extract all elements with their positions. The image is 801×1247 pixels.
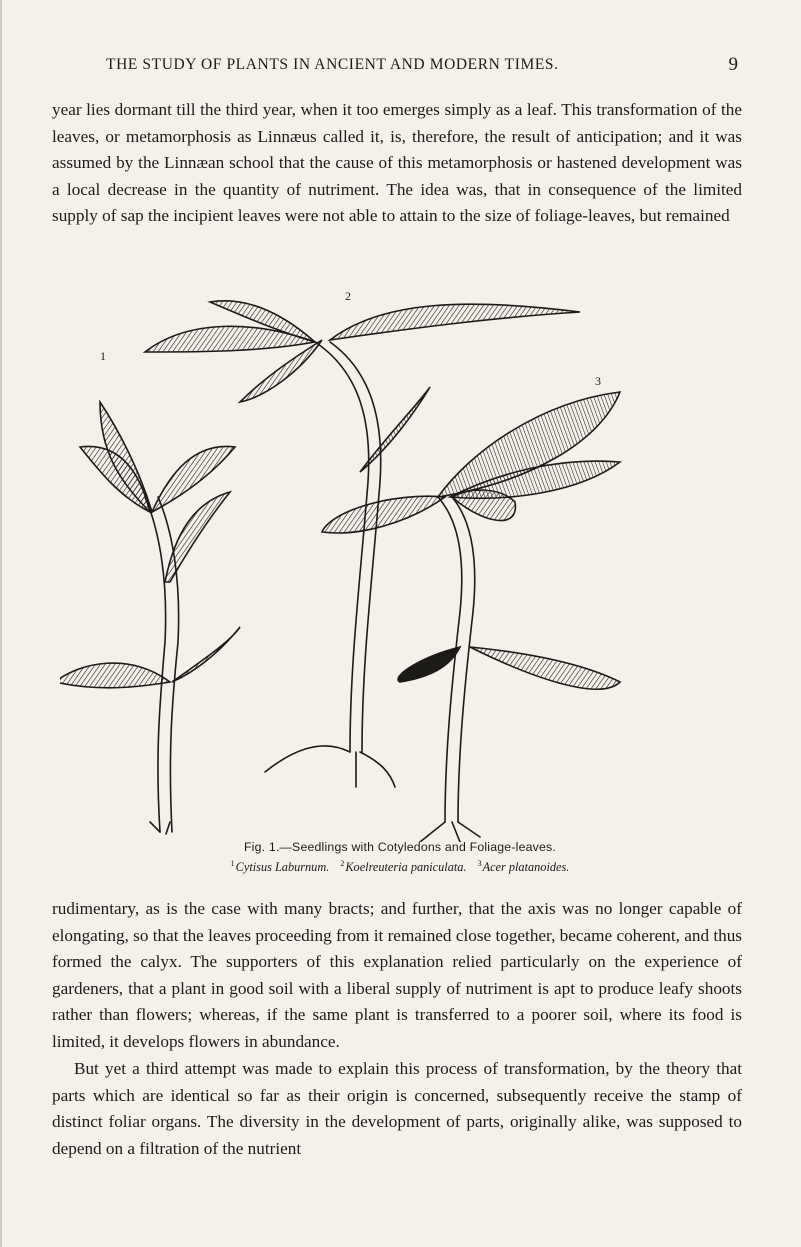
paragraph-middle: [52, 896, 742, 1056]
paragraph-2-text: rudimentary, as is the case with many bracts; and further, that the axis was no longer capable of elongating, so that the leaves proceeding from it remained close together, became coherent, and thus formed the calyx. The supporters of this explanation relied particularly on the experience of gardeners, that a plant in good soil with a liberal supply of nutriment is apt to produce leafy shoots rather than flowers; whereas, if the same plant is transferred to a poorer soil, where its food is limited, it develops flowers in abundance.: [52, 899, 742, 1051]
paragraph-3-text: But yet a third attempt was made to explain this process of transformation, by the theory that parts which are identical so far as their origin is concerned, subsequently receive the stamp of distinct foliar organs. The diversity in the development of parts, originally alike, was supposed to depend on a filtration of the nutrient: [52, 1059, 742, 1158]
figure-label-2: 2: [345, 289, 351, 303]
species-3-number: 3: [477, 859, 482, 868]
species-2: [340, 860, 466, 874]
species-1-number: 1: [230, 859, 235, 868]
species-1-name: Cytisus Laburnum.: [235, 860, 330, 875]
seedling-acer: [322, 392, 620, 842]
running-head: THE STUDY OF PLANTS IN ANCIENT AND MODERN TIMES.: [106, 56, 559, 73]
species-3: [478, 860, 570, 874]
page-edge: [0, 0, 2, 1247]
seedlings-illustration: [60, 282, 710, 842]
paragraph-top: [52, 97, 742, 230]
species-2-name: Koelreuteria paniculata.: [345, 860, 467, 875]
paragraph-1-text: year lies dormant till the third year, when it too emerges simply as a leaf. This transformation of the leaves, or metamorphosis as Linnæus called it, is, therefore, the result of anticipation; and it was assumed by the Linnæan school that the cause of this metamorphosis or hastened development was a local decrease in the quantity of nutriment. The idea was, that in consequence of the limited supply of sap the incipient leaves were not able to attain to the size of foliage-leaves, but remained: [52, 100, 742, 226]
species-line: [60, 859, 740, 875]
figure-caption: Fig. 1.—Seedlings with Cotyledons and Foliage-leaves.: [243, 840, 557, 854]
species-1: [231, 860, 330, 874]
seedling-laburnum: [60, 402, 240, 834]
figure-label-1: 1: [100, 349, 106, 363]
paragraph-bottom: [52, 1056, 742, 1162]
page-number: 9: [728, 54, 738, 75]
figure-label-3: 3: [595, 374, 601, 388]
seedling-koelreuteria: [145, 301, 580, 787]
species-2-number: 2: [340, 859, 345, 868]
species-3-name: Acer platanoides.: [482, 860, 570, 875]
seedlings-figure: [60, 282, 710, 842]
page-header: [52, 56, 742, 84]
figure-caption-block: [60, 840, 740, 875]
